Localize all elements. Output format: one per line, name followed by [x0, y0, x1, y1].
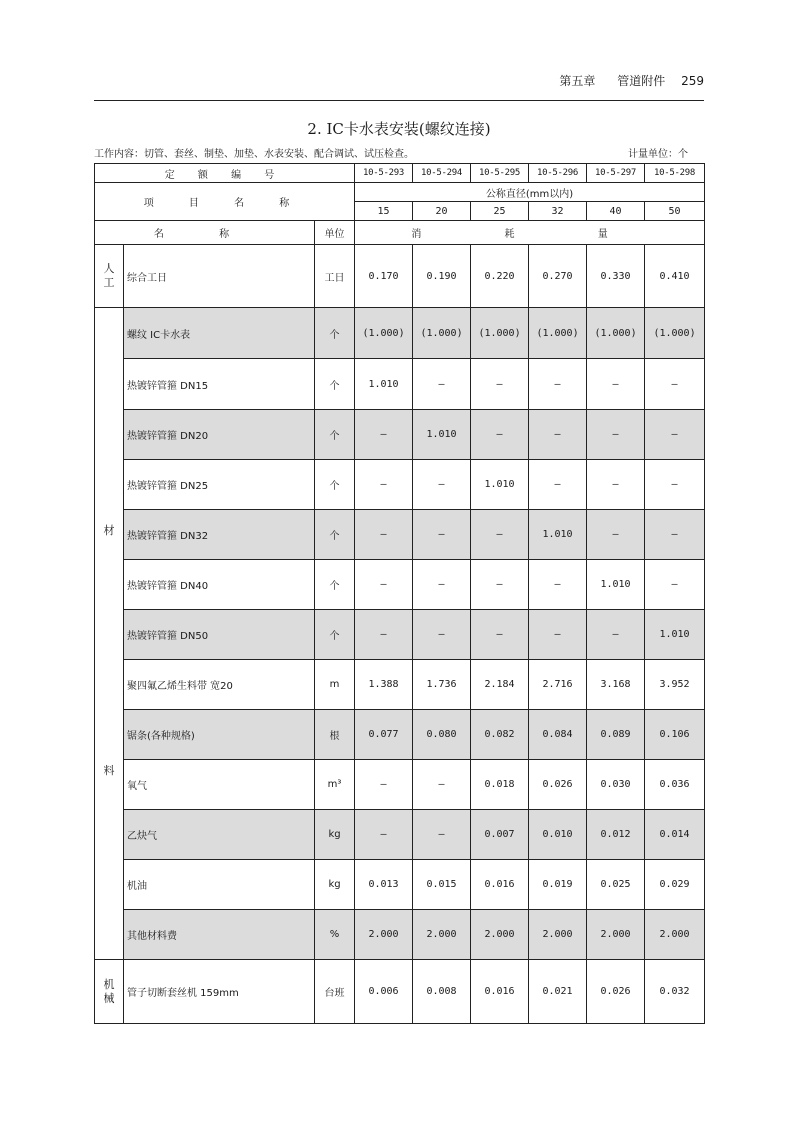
item-unit: 工日 — [315, 245, 355, 308]
consumption-value: 0.330 — [587, 245, 645, 308]
consumption-value: (1.000) — [413, 308, 471, 359]
item-name: 热镀锌管箍 DN40 — [124, 560, 315, 610]
consumption-value: — — [413, 359, 471, 410]
category-char: 材 — [103, 524, 115, 537]
diameter-value: 32 — [529, 202, 587, 221]
category-char: 械 — [103, 991, 115, 1005]
consumption-value: — — [645, 359, 705, 410]
category-labor — [95, 245, 124, 308]
category-char: 机 — [103, 977, 115, 991]
consumption-value: — — [413, 610, 471, 660]
category-char: 工 — [103, 276, 115, 289]
quota-table — [94, 163, 705, 1024]
consumption-value: 0.080 — [413, 710, 471, 760]
consumption-value: 0.006 — [355, 960, 413, 1024]
table-row — [95, 560, 705, 610]
consumption-value: — — [529, 610, 587, 660]
consumption-value: 0.021 — [529, 960, 587, 1024]
consumption-value: 2.000 — [587, 910, 645, 960]
item-unit: % — [315, 910, 355, 960]
table-row — [95, 960, 705, 1024]
consumption-value: 2.000 — [355, 910, 413, 960]
diameter-value: 40 — [587, 202, 645, 221]
consumption-value: (1.000) — [355, 308, 413, 359]
page-header — [94, 72, 704, 92]
consumption-value: — — [413, 760, 471, 810]
quota-code: 10-5-297 — [587, 164, 645, 183]
item-name: 锯条(各种规格) — [124, 710, 315, 760]
consumption-value: 0.084 — [529, 710, 587, 760]
consumption-value: 0.016 — [471, 860, 529, 910]
consumption-value: 0.082 — [471, 710, 529, 760]
item-unit: 台班 — [315, 960, 355, 1024]
item-name: 综合工日 — [124, 245, 315, 308]
consumption-value: 2.716 — [529, 660, 587, 710]
category-char: 人 — [103, 262, 115, 275]
work-content: 工作内容：切管、套丝、制垫、加垫、水表安装、配合调试、试压检查。 — [94, 149, 414, 160]
table-row — [95, 760, 705, 810]
consumption-value: 0.015 — [413, 860, 471, 910]
consumption-value: 0.036 — [645, 760, 705, 810]
diameter-label: 公称直径(mm以内) — [355, 183, 705, 202]
consumption-value: 2.184 — [471, 660, 529, 710]
chapter-label: 第五章 — [559, 74, 596, 88]
consumption-value: — — [355, 810, 413, 860]
item-unit: 个 — [315, 359, 355, 410]
item-name-label: 项 目 名 称 — [95, 183, 355, 221]
table-row — [95, 510, 705, 560]
consumption-value: — — [355, 760, 413, 810]
table-row — [95, 810, 705, 860]
consumption-value: 1.010 — [587, 560, 645, 610]
table-row — [95, 610, 705, 660]
category-machine — [95, 960, 124, 1024]
consumption-value: 3.168 — [587, 660, 645, 710]
consumption-value: 0.030 — [587, 760, 645, 810]
item-unit: 个 — [315, 610, 355, 660]
consumption-value: 0.410 — [645, 245, 705, 308]
consumption-value: 1.010 — [529, 510, 587, 560]
consumption-value: — — [645, 560, 705, 610]
quota-code: 10-5-294 — [413, 164, 471, 183]
item-unit: 个 — [315, 308, 355, 359]
consumption-value: 1.388 — [355, 660, 413, 710]
consumption-value: 0.018 — [471, 760, 529, 810]
item-unit: 根 — [315, 710, 355, 760]
item-name: 其他材料费 — [124, 910, 315, 960]
section-label: 管道附件 — [617, 74, 666, 88]
item-name: 热镀锌管箍 DN50 — [124, 610, 315, 660]
consumption-value: 2.000 — [413, 910, 471, 960]
work-content-line — [94, 145, 704, 161]
consumption-value: — — [529, 560, 587, 610]
consumption-value: — — [529, 359, 587, 410]
consumption-value: 0.008 — [413, 960, 471, 1024]
category-char: 料 — [103, 764, 115, 777]
item-unit: m³ — [315, 760, 355, 810]
name-column-header: 名 称 — [95, 221, 315, 245]
consumption-value: — — [587, 460, 645, 510]
diameter-header-row — [95, 183, 705, 202]
consumption-value: 1.010 — [645, 610, 705, 660]
consumption-value: — — [355, 410, 413, 460]
item-name: 热镀锌管箍 DN25 — [124, 460, 315, 510]
consumption-value: — — [413, 810, 471, 860]
consumption-value: 2.000 — [471, 910, 529, 960]
consumption-value: 0.077 — [355, 710, 413, 760]
header-rule — [94, 100, 704, 101]
measure-unit: 计量单位：个 — [628, 149, 688, 160]
consumption-value: 0.190 — [413, 245, 471, 308]
category-material — [95, 308, 124, 960]
item-name: 热镀锌管箍 DN15 — [124, 359, 315, 410]
consumption-value: 0.170 — [355, 245, 413, 308]
quota-code: 10-5-293 — [355, 164, 413, 183]
consumption-value: 0.089 — [587, 710, 645, 760]
item-name: 热镀锌管箍 DN32 — [124, 510, 315, 560]
quota-code: 10-5-295 — [471, 164, 529, 183]
item-unit: kg — [315, 860, 355, 910]
consumption-value: — — [587, 510, 645, 560]
consumption-value: (1.000) — [529, 308, 587, 359]
table-row — [95, 860, 705, 910]
consumption-value: (1.000) — [471, 308, 529, 359]
quota-code: 10-5-298 — [645, 164, 705, 183]
diameter-value: 25 — [471, 202, 529, 221]
consumption-value: — — [471, 610, 529, 660]
consumption-value: — — [471, 560, 529, 610]
column-header-row — [95, 221, 705, 245]
consumption-value: — — [587, 610, 645, 660]
consumption-value: — — [413, 560, 471, 610]
consumption-value: 3.952 — [645, 660, 705, 710]
consumption-value: 0.013 — [355, 860, 413, 910]
table-row — [95, 710, 705, 760]
consumption-column-header: 消 耗 量 — [355, 221, 705, 245]
item-unit: 个 — [315, 460, 355, 510]
consumption-value: — — [645, 510, 705, 560]
consumption-value: — — [471, 510, 529, 560]
consumption-value: — — [413, 460, 471, 510]
consumption-value: 0.029 — [645, 860, 705, 910]
consumption-value: — — [355, 460, 413, 510]
consumption-value: 2.000 — [529, 910, 587, 960]
consumption-value: 0.016 — [471, 960, 529, 1024]
consumption-value: (1.000) — [645, 308, 705, 359]
consumption-value: — — [355, 510, 413, 560]
diameter-value: 50 — [645, 202, 705, 221]
page-number: 259 — [681, 74, 704, 88]
diameter-value: 20 — [413, 202, 471, 221]
consumption-value: — — [645, 460, 705, 510]
item-name: 乙炔气 — [124, 810, 315, 860]
table-row — [95, 308, 705, 359]
consumption-value: 0.026 — [587, 960, 645, 1024]
item-name: 管子切断套丝机 159mm — [124, 960, 315, 1024]
item-name: 机油 — [124, 860, 315, 910]
item-unit: kg — [315, 810, 355, 860]
consumption-value: 0.007 — [471, 810, 529, 860]
quota-code: 10-5-296 — [529, 164, 587, 183]
table-row — [95, 460, 705, 510]
consumption-value: — — [355, 560, 413, 610]
consumption-value: 0.106 — [645, 710, 705, 760]
consumption-value: 0.019 — [529, 860, 587, 910]
consumption-value: 0.010 — [529, 810, 587, 860]
consumption-value: 1.736 — [413, 660, 471, 710]
consumption-value: — — [355, 610, 413, 660]
table-row — [95, 245, 705, 308]
item-name: 氧气 — [124, 760, 315, 810]
item-name: 热镀锌管箍 DN20 — [124, 410, 315, 460]
consumption-value: 0.220 — [471, 245, 529, 308]
consumption-value: — — [529, 460, 587, 510]
consumption-value: — — [471, 410, 529, 460]
consumption-value: — — [471, 359, 529, 410]
unit-column-header: 单位 — [315, 221, 355, 245]
item-unit: 个 — [315, 510, 355, 560]
consumption-value: — — [529, 410, 587, 460]
consumption-value: 1.010 — [471, 460, 529, 510]
consumption-value: — — [413, 510, 471, 560]
consumption-value: — — [587, 359, 645, 410]
item-name: 聚四氟乙烯生料带 宽20 — [124, 660, 315, 710]
quota-number-label: 定 额 编 号 — [95, 164, 355, 183]
consumption-value: — — [587, 410, 645, 460]
consumption-value: 2.000 — [645, 910, 705, 960]
page-title: 2. IC卡水表安装(螺纹连接) — [307, 120, 491, 138]
item-unit: 个 — [315, 560, 355, 610]
diameter-value: 15 — [355, 202, 413, 221]
item-name: 螺纹 IC卡水表 — [124, 308, 315, 359]
consumption-value: 1.010 — [355, 359, 413, 410]
consumption-value: 0.026 — [529, 760, 587, 810]
consumption-value: (1.000) — [587, 308, 645, 359]
quota-number-row — [95, 164, 705, 183]
consumption-value: 0.032 — [645, 960, 705, 1024]
item-unit: 个 — [315, 410, 355, 460]
consumption-value: 0.014 — [645, 810, 705, 860]
table-row — [95, 910, 705, 960]
item-unit: m — [315, 660, 355, 710]
consumption-value: 0.012 — [587, 810, 645, 860]
consumption-value: — — [645, 410, 705, 460]
consumption-value: 0.270 — [529, 245, 587, 308]
table-row — [95, 359, 705, 410]
consumption-value: 1.010 — [413, 410, 471, 460]
consumption-value: 0.025 — [587, 860, 645, 910]
table-row — [95, 660, 705, 710]
table-row — [95, 410, 705, 460]
